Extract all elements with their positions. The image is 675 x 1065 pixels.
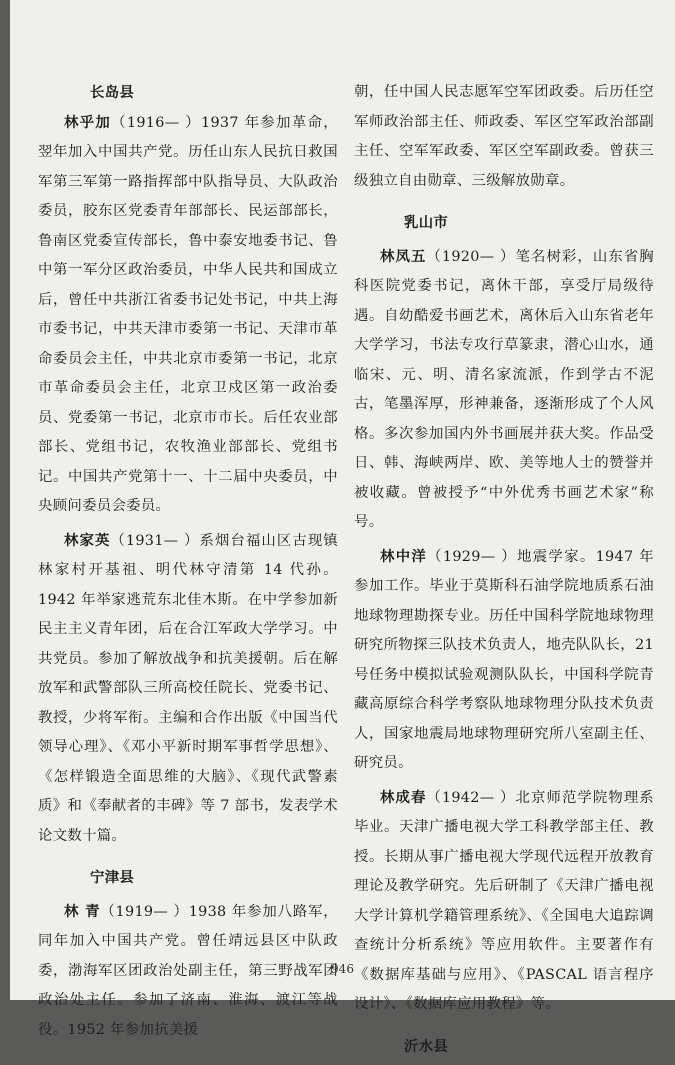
county-heading: 宁津县 bbox=[90, 869, 135, 886]
person-name: 林家英 bbox=[64, 531, 111, 549]
biography-text: （1920— ）笔名树彩，山东省胸科医院党委书记，离休干部，享受厅局级待遇。自幼酷爱书画艺术，离休后入山东省老年大学学习，书法专攻行草篆隶，潜心山水，通临宋、元、明、清名家流派，作到学古不泥古，笔墨浑厚，形神兼备，逐渐形成了个人风格。多次参加国内外书画展并获大奖。作品受日、韩、海峡两岸、欧、美等地人士的赞誉并被收藏。曾被授予“中外优秀书画艺术家”称号。 bbox=[354, 248, 654, 530]
biography-text: （1916— ）1937 年参加革命，翌年加入中国共产党。历任山东人民抗日救国军第三军第一路指挥部中队指导员、大队政治委员，胶东区党委青年部部长、民运部部长，鲁南区党委宣传部长，鲁中泰安地委书记、鲁中第一军分区政治委员，中华人民共和国成立后，曾任中共浙江省委书记处书记，中共上海市委书记，中共天津市委第一书记、天津市革命委员会主任，中共北京市委第一书记，北京市革命委员会主任，北京卫戍区第一政治委员、党委第一书记，北京市市长。后任农业部部长、党组书记，农牧渔业部部长、党组书记。中国共产党第十一、十二届中央委员，中央顾问委员会委员。 bbox=[38, 114, 338, 514]
biography-text: （1931— ）系烟台福山区古现镇林家村开基祖、明代林守清第 14 代孙。1942 年举家逃荒东北佳木斯。在中学参加新民主主义青年团，后在合江军政大学学习。中共党员。参加了解放战争和抗美援朝。后在解放军和武警部队三所高校任院长、党委书记、教授，少将军衔。主编和合作出版《中国当代领导心理》、《邓小平新时期军事哲学思想》、《怎样锻造全面思维的大脑》、《现代武警素质》和《奉献者的丰碑》等 7 部书，发表学术论文数十篇。 bbox=[38, 532, 338, 844]
biography-entry bbox=[354, 242, 654, 538]
person-name: 林乎加 bbox=[64, 113, 112, 131]
biography-entry bbox=[354, 542, 654, 779]
biography-text: （1942— ）北京师范学院物理系毕业。天津广播电视大学工科教学部主任、教授。长期从事广播电视大学现代远程开放教育理论及教学研究。先后研制了《天津广播电视大学计算机学籍管理系统》、《全国电大追踪调查统计分析系统》等应用软件。主要著作有《数据库基础与应用》、《PASCAL 语言程序设计》、《数据库应用教程》等。 bbox=[354, 789, 654, 1012]
biography-text: （1919— ）1938 年参加八路军，同年加入中国共产党。曾任靖远县区中队政委，渤海军区团政治处副主任，第三野战军团政治处主任。参加了济南、淮海、渡江等战役。1952 年参加抗美援 bbox=[38, 903, 338, 1038]
biography-entry bbox=[38, 526, 338, 852]
biography-entry bbox=[38, 108, 338, 522]
person-name: 林中洋 bbox=[380, 547, 428, 565]
person-name: 林 青 bbox=[64, 902, 101, 920]
person-name: 林凤五 bbox=[380, 247, 427, 265]
biography-continuation: 朝，任中国人民志愿军空军团政委。后历任空军师政治部主任、师政委、军区空军政治部副主任、空军军政委、军区空军副政委。曾获三级独立自由勋章、三级解放勋章。 bbox=[354, 84, 654, 189]
book-page bbox=[10, 0, 675, 1055]
county-heading: 乳山市 bbox=[404, 214, 449, 231]
person-name: 林成春 bbox=[380, 788, 427, 806]
page-number: 946 bbox=[331, 962, 354, 976]
county-heading: 沂水县 bbox=[404, 1037, 449, 1055]
right-column bbox=[354, 78, 654, 1065]
left-column bbox=[38, 78, 338, 1049]
county-heading: 长岛县 bbox=[90, 84, 135, 101]
biography-entry bbox=[354, 783, 654, 1020]
biography-text: （1929— ）地震学家。1947 年参加工作。毕业于莫斯科石油学院地质系石油地球物理勘探专业。历任中国科学院地球物理研究所物探三队技术负责人，地壳队队长，21 号任务中模拟试验观测队队长，中国科学院青藏高原综合科学考察队地球物理分队技术负责人，国家地震局地球物理研究所八室副主任、研究员。 bbox=[354, 548, 654, 771]
